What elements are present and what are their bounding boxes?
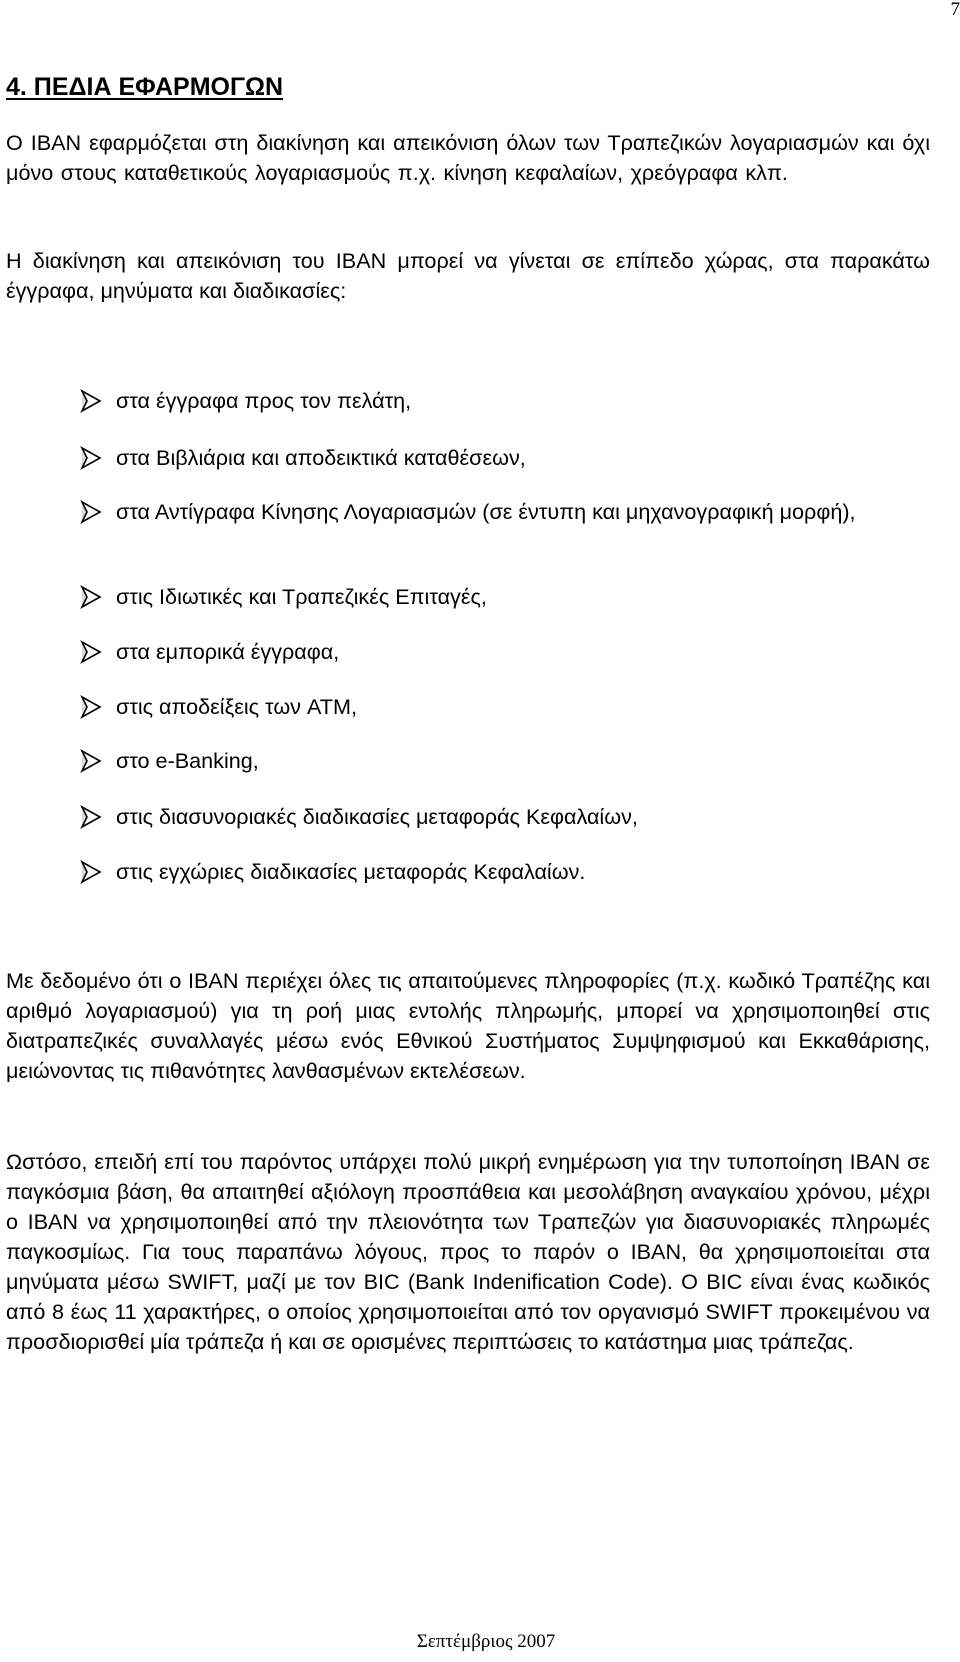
list-item-text: στις αποδείξεις των ATM, <box>116 694 357 719</box>
page-number: 7 <box>950 0 960 20</box>
list-item <box>80 497 930 527</box>
list-item-text: στα εμπορικά έγγραφα, <box>116 639 340 664</box>
arrowhead-bullet-icon <box>80 640 102 664</box>
list-item-text: στα Αντίγραφα Κίνησης Λογαριασμών (σε έντυπη και μηχανογραφική μορφή), <box>116 499 856 524</box>
list-item <box>80 802 930 832</box>
arrowhead-bullet-icon <box>80 500 102 524</box>
page-footer <box>0 1631 960 1653</box>
list-item-text: στις Ιδιωτικές και Τραπεζικές Επιταγές, <box>116 584 487 609</box>
list-item-text: στις διασυνοριακές διαδικασίες μεταφοράς Κεφαλαίων, <box>116 804 638 829</box>
arrowhead-bullet-icon <box>80 585 102 609</box>
arrowhead-bullet-icon <box>80 805 102 829</box>
arrowhead-bullet-icon <box>80 860 102 884</box>
list-item-text: στο e-Banking, <box>116 748 259 773</box>
footer-date: Σεπτέμβριος 2007 <box>416 1631 556 1652</box>
arrowhead-bullet-icon <box>80 695 102 719</box>
list-item <box>80 637 930 667</box>
arrowhead-bullet-icon <box>80 749 102 773</box>
iban-info-paragraph: Με δεδομένο ότι ο IBAN περιέχει όλες τις απαιτούμενες πληροφορίες (π.χ. κωδικό Τραπέζης και αριθμό λογαριασμού) για τη ροή μιας εντολής πληρωμής, μπορεί να χρησιμοποιηθεί στις διατραπεζικές συναλλαγές μέσω ενός Εθνικού Συστήματος Συμψηφισμού και Εκκαθάρισης, μειώνοντας τις πιθανότητες λανθασμένων εκτελέσεων. <box>6 968 930 1083</box>
list-item-text: στα Βιβλιάρια και αποδεικτικά καταθέσεων, <box>116 445 526 470</box>
list-item <box>80 857 930 887</box>
list-item <box>80 746 930 776</box>
list-intro-paragraph: Η διακίνηση και απεικόνιση του IBAN μπορεί να γίνεται σε επίπεδο χώρας, στα παρακάτω έγγραφα, μηνύματα και διαδικασίες: <box>6 248 930 303</box>
arrowhead-bullet-icon <box>80 446 102 470</box>
section-heading: 4. ΠΕΔΙΑ ΕΦΑΡΜΟΓΩΝ <box>6 73 284 101</box>
list-item <box>80 386 930 416</box>
list-item <box>80 582 930 612</box>
list-item-text: στα έγγραφα προς τον πελάτη, <box>116 388 412 413</box>
swift-bic-paragraph: Ωστόσο, επειδή επί του παρόντος υπάρχει πολύ μικρή ενημέρωση για την τυποποίηση IBAN σε παγκόσμια βάση, θα απαιτηθεί αξιόλογη προσπάθεια και μεσολάβηση αναγκαίου χρόνου, μέχρι ο IBAN να χρησιμοποιηθεί από την πλειονότητα των Τραπεζών για διασυνοριακές πληρωμές παγκοσμίως. Για τους παραπάνω λόγους, προς το παρόν ο IBAN, θα χρησιμοποιείται στα μηνύματα μέσω SWIFT, μαζί με τον BIC (Bank Indenification Code). O BIC είναι ένας κωδικός από 8 έως 11 χαρακτήρες, ο οποίος χρησιμοποιείται από τον οργανισμό SWIFT προκειμένου να προσδιορισθεί μία τράπεζα ή και σε ορισμένες περιπτώσεις το κατάστημα μιας τράπεζας. <box>6 1149 930 1354</box>
arrowhead-bullet-icon <box>80 389 102 413</box>
intro-paragraph: Ο IBAN εφαρμόζεται στη διακίνηση και απεικόνιση όλων των Τραπεζικών λογαριασμών και όχι μόνο στους καταθετικούς λογαριασμούς π.χ. κίνηση κεφαλαίων, χρεόγραφα κλπ. <box>6 130 930 185</box>
list-item <box>80 443 930 473</box>
list-item-text: στις εγχώριες διαδικασίες μεταφοράς Κεφαλαίων. <box>116 859 586 884</box>
list-item <box>80 692 930 722</box>
